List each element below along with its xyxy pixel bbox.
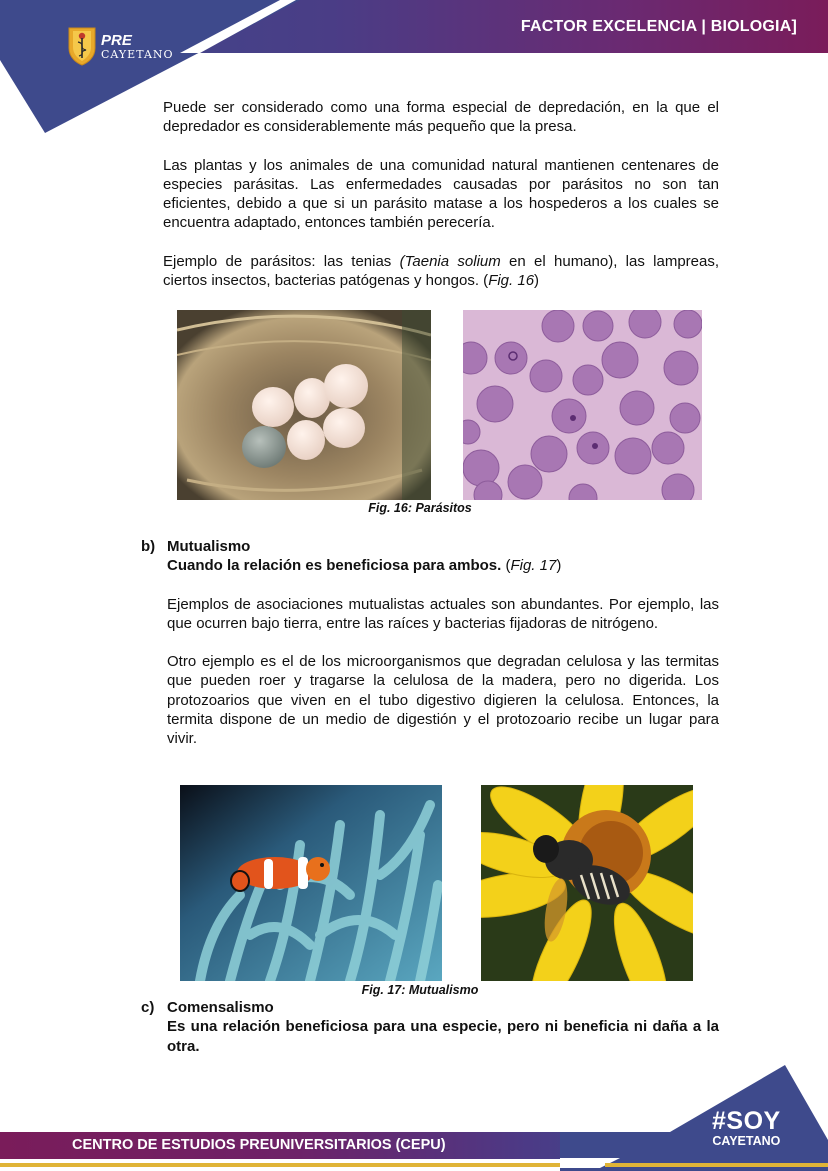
header-title: FACTOR EXCELENCIA | BIOLOGIA] [520, 18, 797, 35]
commensalism-definition: Es una relación beneficiosa para una especie, pero ni beneficia ni daña a la otra. [167, 1018, 719, 1055]
section-title: Mutualismo [167, 538, 251, 555]
clownfish-anemone-image [180, 785, 442, 981]
figure-16-caption: Fig. 16: Parásitos [368, 501, 472, 515]
shield-caduceus-icon [67, 26, 97, 66]
section-letter: b) [141, 538, 156, 555]
section-subtitle [167, 556, 719, 575]
parasite-examples [163, 252, 719, 291]
section-letter: c) [141, 999, 155, 1016]
footer-decoration [560, 1060, 828, 1171]
bird-nest-eggs-image [177, 310, 431, 500]
species-name: (Taenia solium [399, 252, 501, 270]
paren-open: ( [501, 557, 511, 575]
figure-reference: Fig. 16 [488, 272, 535, 290]
section-comensalismo [141, 998, 719, 1056]
example-text-cont: en el humano), las lampreas, ciertos insectos, bacterias patógenas y hongos. ( [163, 252, 720, 290]
blood-cells-parasite-image [463, 310, 702, 500]
intro-section [163, 98, 719, 290]
figure-reference: Fig. 17 [510, 557, 557, 575]
section-title: Comensalismo [167, 999, 274, 1016]
mutualism-paragraph-2: Otro ejemplo es el de los microorganismos que degradan celulosa y las termitas que pueden roer y tragarse la celulosa de la madera, pero no digerida. Los protozoarios que viven en el tubo digestivo digieren la celulosa. Entonces, la termita dispone de un medio de digestión y el protozoario recibe un lugar para vivir. [167, 653, 719, 748]
paren-close: ) [534, 272, 540, 290]
mutualism-paragraph-1: Ejemplos de asociaciones mutualistas actuales son abundantes. Por ejemplo, las que ocurren bajo tierra, entre las raíces y bacterias fijadoras de nitrógeno. [167, 595, 719, 632]
footer-text: CENTRO DE ESTUDIOS PREUNIVERSITARIOS (CEPU) [72, 1137, 446, 1153]
example-text: Ejemplo de parásitos: las tenias [163, 252, 400, 270]
hashtag-cayetano: CAYETANO [712, 1134, 781, 1148]
figure-17-caption: Fig. 17: Mutualismo [361, 983, 479, 997]
hashtag-badge [712, 1109, 781, 1148]
hashtag-soy: #SOY [712, 1107, 781, 1135]
section-mutualismo [141, 537, 719, 749]
bee-flower-image [481, 785, 693, 981]
logo-cayetano: CAYETANO [101, 47, 174, 61]
logo [67, 26, 174, 66]
intro-paragraph-2: Las plantas y los animales de una comunidad natural mantienen centenares de especies parásitas. Las enfermedades causadas por parásitos no son tan eficientes, debido a que si un parásito matase a los hospederos a los cuales se encuentra adaptado, entonces también perecería. [163, 156, 719, 232]
paren-close: ) [556, 557, 562, 575]
intro-paragraph-1: Puede ser considerado como una forma especial de depredación, en la que el depredador es considerablemente más pequeño que la presa. [163, 99, 719, 136]
subtitle-text: Cuando la relación es beneficiosa para ambos. [167, 557, 502, 575]
logo-pre: PRE [101, 31, 132, 49]
